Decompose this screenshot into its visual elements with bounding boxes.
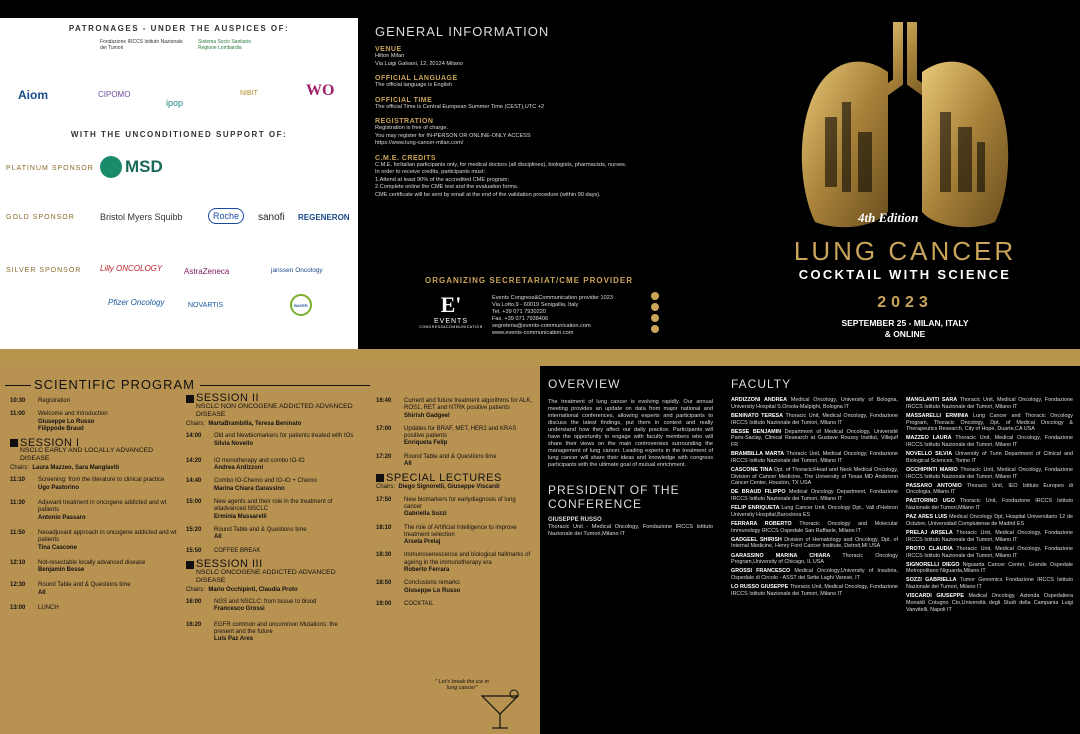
faculty-entry: GADGEEL SHIRISH Division of Hematology and Oncology, Dpt. of Internal Medicine, Henry Ford Cancer Institute, Detroit,MI USA xyxy=(731,536,899,550)
cme-line: 2.Complete online the CME test and the evaluation forms. xyxy=(375,184,519,190)
faculty-entry: PASTORINO UGO Thoracic Unit, Fondazione IRCCS Istituto Nazionale dei Tumori,Milano IT xyxy=(906,498,1073,512)
novartis-logo: NOVARTIS xyxy=(188,302,224,309)
session-3-heading: SESSION III xyxy=(186,561,356,569)
session-1-chairs: Chairs: Laura Mazzeo, Sara Manglaviti xyxy=(10,465,120,472)
program-title: SCIENTIFIC PROGRAM xyxy=(34,377,196,392)
twitter-icon[interactable] xyxy=(651,314,659,322)
program-row: 18:10 The role of Artificial Intelligence to improve treatment selection Arsela Prelaj xyxy=(376,524,517,546)
faculty-entry: FERRARA ROBERTO Thoracic Oncology and Molecular Immunology IRCCS Ospedale San Raffaele, Milano IT xyxy=(731,520,898,534)
venue-line: Via Luigi Galvani, 12, 20124 Milano xyxy=(375,60,463,67)
program-row: 15:20 Round Table and & Questions time All xyxy=(186,526,307,541)
program-row: 12:10 Not-resectable locally advanced disease Benjamin Besse xyxy=(10,559,146,574)
msd-icon xyxy=(100,156,122,178)
ipop-logo: ipop xyxy=(166,98,184,108)
organizer-title: ORGANIZING SECRETARIAT/CME PROVIDER xyxy=(425,276,634,285)
regeneron-logo: REGENERON xyxy=(298,213,350,222)
events-logo: E' EVENTS CONGRESS&COMMUNICATION xyxy=(419,292,483,329)
organizer-email[interactable]: segreteria@events-communication.com xyxy=(492,323,591,329)
faculty-entry: ARDIZZONI ANDREA Medical Oncology, University of Bologna, University Hospital S.Orsola-Malpighi, Bologna IT xyxy=(731,397,898,410)
program-row: 11:00 Welcome and Introduction Giuseppe Lo Russo Filippode Braud xyxy=(10,411,108,432)
time-heading: OFFICIAL TIME xyxy=(375,96,433,104)
facebook-icon[interactable] xyxy=(651,292,659,300)
organizer-info: Events Congress&Communication provider 1023 Via Lotto,9 - 60019 Senigallia, Italy Tel. +39 071 7930220 Fax. +39 071 7938406 segreteria@events-communication.com www.events-communication.com xyxy=(492,295,613,336)
program-row: 17:20 Round Table and & Questions time All xyxy=(376,453,497,468)
faculty-entry: FELIP ENRIQUETA Lung Cancer Unit, Oncology Dpt., Vall d'Hebron University Hospital,Barcelona ES xyxy=(731,505,898,518)
program-row: 12:30 Round Table and & Questions time All xyxy=(10,582,131,596)
faculty-entry: PROTO CLAUDIA Thoracic Unit, Medical Oncology, Fondazione IRCCS Istituto Nazionale dei Tumori, Milano IT xyxy=(906,545,1073,559)
program-row: 16:20 EGFR common and uncommon Mutations: the present and the future Luis Paz Ares xyxy=(186,621,338,643)
language-heading: OFFICIAL LANGUAGE xyxy=(375,75,458,82)
patronages-panel xyxy=(0,18,358,349)
faculty-column-2 xyxy=(906,397,1073,616)
roche-logo: Roche xyxy=(208,208,244,224)
program-column-3 xyxy=(376,398,534,614)
lombardia-logo: Sistema Socio Sanitario Regione Lombardia xyxy=(198,39,252,51)
support-heading: WITH THE UNCONDITIONED SUPPORT OF: xyxy=(70,130,288,139)
special-lectures-chairs: Chairs: Diego Signorelli, Giuseppe Viscardi xyxy=(376,484,500,491)
cme-line: C.M.E. forItalian participants only, for medical doctors (all disciplines), biologists, pharmacists, nurses. xyxy=(375,161,627,168)
program-row: 16:00 NGS and NSCLC: from tissue to blood Francesco Grossi xyxy=(186,599,317,613)
program-row: 19:00 COCKTAIL xyxy=(376,600,434,607)
organizer-website[interactable]: www.events-communication.com xyxy=(492,330,574,336)
program-row: 14:20 IO monotherapy and combo IO-IO Andrea Ardizzoni xyxy=(186,457,305,472)
bullet-icon xyxy=(376,474,384,482)
session-2-chairs: Chairs: MartaBrambilla, Teresa Beninato xyxy=(186,421,302,427)
time-text: The official Time is Central European Summer Time (CEST),UTC +2 xyxy=(375,103,545,110)
aiom-logo: Aiom xyxy=(18,88,48,102)
faculty-entry: DE BRAUD FILIPPO Medical Oncology Department, Fondazione IRCCS Istituto Nazionale dei Tumori, Milano IT xyxy=(731,489,898,503)
cme-heading: C.M.E. CREDITS xyxy=(375,154,437,162)
overview-title: OVERVIEW xyxy=(548,377,621,391)
faculty-column-1 xyxy=(731,397,898,616)
faculty-entry: OCCHIPINTI MARIO Thoracic Unit, Medical Oncology, Fondazione IRCCS Istituto Nazionale dei Tumori, Milano IT xyxy=(906,466,1073,480)
session-2-subtitle: NSCLC NON ONCOGENE ADDICTED ADVANCED DISEASE xyxy=(196,403,353,418)
event-date: SEPTEMBER 25 - MILAN, ITALY & ONLINE xyxy=(841,318,969,339)
program-row: 11:30 Adjuvant treatment in oncogene addicted and wt patients Antonio Passaro xyxy=(10,500,167,521)
wo-logo: WO xyxy=(306,82,335,99)
president-title: PRESIDENT OF THE CONFERENCE xyxy=(548,483,680,511)
program-row: 18:30 Immunosenescence and biological hallmarks of ageing in the immunotherapy era Roberto Ferrara xyxy=(376,552,531,574)
faculty-section xyxy=(731,377,1073,616)
general-info-title: GENERAL INFORMATION xyxy=(375,24,550,39)
cme-line: CME certificate will be sent by email at the end of the validation procedure (within 90 days). xyxy=(375,191,601,198)
venue-heading: VENUE xyxy=(375,46,402,53)
cme-line: 1.Attend at least 90% of the accredited CME program; xyxy=(375,176,510,183)
msd-logo: MSD xyxy=(100,156,163,178)
linkedin-icon[interactable] xyxy=(651,325,659,333)
event-year: 2023 xyxy=(877,294,933,311)
registration-link[interactable]: https://www.lung-cancer-milan.com/ xyxy=(375,140,464,146)
bullet-icon xyxy=(10,439,18,447)
int-logo: Fondazione IRCCS Istituto Nazionale dei Tumori xyxy=(100,39,183,51)
sanofi-logo: sanofi xyxy=(258,212,285,223)
divider xyxy=(5,385,31,386)
bayer-logo: BAYER xyxy=(290,294,312,316)
president-affiliation: Thoracic Unit - Medical Oncology, Fondazione IRCCS Istituto Nazionale dei Tumori,Milano IT xyxy=(548,524,713,537)
registration-line: You may register for IN-PERSON OR ONLINE-ONLY ACCESS xyxy=(375,132,531,139)
session-2-heading: SESSION II xyxy=(186,395,356,403)
faculty-entry: GROSSI FRANCESCO Medical Oncology,University of Insubria, Ospedale di Circolo - ASST dei Sette Laghi Varese, IT xyxy=(731,568,898,582)
patronages-heading: PATRONAGES - UNDER THE AUSPICES OF: xyxy=(68,24,290,33)
language-text: The official language is English xyxy=(375,82,453,88)
faculty-entry: PAZ ARES LUIS Medical Oncology Dpt, Hospital Universitario 12 de Octubre, Universidad Complutense de Madrid ES xyxy=(906,514,1074,527)
program-column-2 xyxy=(186,393,356,650)
event-subtitle: COCKTAIL WITH SCIENCE xyxy=(798,267,1012,282)
faculty-entry: NOVELLO SILVIA University of Turin Department of Clinical and Biological Sciences, Torino IT xyxy=(906,451,1073,464)
divider-strip xyxy=(0,349,1080,366)
faculty-entry: LO RUSSO GIUSEPPE Thoracic Unit, Medical Oncology, Fondazione IRCCS Istituto Nazionale dei Tumori, Milano IT xyxy=(731,584,898,597)
pfizer-logo: Pfizer Oncology xyxy=(108,298,165,307)
faculty-entry: BESSE BENJAMIN Department of Medical Oncology, Université Paris-Saclay, Clinical Research at Gustave Roussy Institut, Villejuif FR xyxy=(731,428,899,448)
instagram-icon[interactable] xyxy=(651,303,659,311)
faculty-entry: BENINATO TERESA Thoracic Unit, Medical Oncology, Fondazione IRCCS Istituto Nazionale dei Tumori, Milano IT xyxy=(731,412,898,426)
program-row: 17:50 New biomarkers for earlydiagnosis of lung cancer Gabriella Sozzi xyxy=(376,496,516,518)
program-row: 11:50 Neoadjuvant approach in oncogene addicted and wt patients Tina Cascone xyxy=(10,529,177,551)
program-row: 17:00 Updates for BRAF, MET, HER2 and KRAS positive patients Enriqueta Felip xyxy=(376,425,517,447)
faculty-entry: MANGLAVITI SARA Thoracic Unit, Medical Oncology, Fondazione IRCCS Istituto Nazionale dei Tumori, Milano IT xyxy=(906,397,1073,410)
janssen-logo: janssen Oncology xyxy=(271,267,323,274)
faculty-entry: PASSARO ANTONIO Thoracic Unit, IEO Istituto Europeo di Oncologia, Milano IT xyxy=(906,482,1073,496)
cme-line: In order to receive credits, participants must: xyxy=(375,169,486,175)
divider xyxy=(200,385,370,386)
program-row: 14:40 Combo IO-Chemo and IO-IO + Chemo Marina Chiara Garassino xyxy=(186,478,317,492)
registration-line: Registration is free of charge. xyxy=(375,125,449,131)
program-row: 16:40 Current and future treatment algorithms for ALK, ROS1, RET and NTRK positive patients Shirish Gadgeel xyxy=(376,398,533,419)
faculty-title: FACULTY xyxy=(731,377,792,391)
session-3-chairs: Chairs: Mario Occhipinti, Claudia Proto xyxy=(186,586,298,593)
program-row: 18:50 Conclusions remarks Giuseppe Lo Russo xyxy=(376,580,461,594)
faculty-entry: SOZZI GABRIELLA Tumor Genomics Fondazione IRCCS Istituto Nazionale dei Tumori, Milano IT xyxy=(906,577,1073,591)
program-row: 15:00 New agents and their role in the treatment of wtadvanced NSCLC Erminia Massarelli xyxy=(186,499,333,520)
cocktail-note: " Let's break the ice in lung cancer" xyxy=(435,679,489,691)
program-row: 11:10 Screening: from the literature to clinical practice Ugo Pastorino xyxy=(10,477,165,491)
bullet-icon xyxy=(186,561,194,569)
silver-label: SILVER SPONSOR xyxy=(6,267,82,274)
program-row: 15:50 COFFEE BREAK xyxy=(186,547,261,554)
special-lectures-heading: SPECIAL LECTURES xyxy=(376,474,534,482)
session-1-heading: SESSION I xyxy=(10,439,180,447)
general-info xyxy=(375,24,695,199)
faculty-entry: MAZZEO LAURA Thoracic Unit, Medical Oncology, Fondazione IRCCS Istituto Nazionale dei Tumori, Milano IT xyxy=(906,435,1073,448)
astrazeneca-logo: AstraZeneca xyxy=(184,267,230,276)
bms-logo: Bristol Myers Squibb xyxy=(100,212,183,222)
faculty-entry: GARASSINO MARINA CHIARA Thoracic Oncology Program,University of Chicago, IL USA xyxy=(731,552,898,566)
gold-label: GOLD SPONSOR xyxy=(6,214,75,221)
program-row: 13:00 LUNCH xyxy=(10,605,59,612)
president-name: GIUSEPPE RUSSO xyxy=(548,517,602,523)
program-column-1 xyxy=(10,398,180,618)
program-row: 10:30 Registration xyxy=(10,398,71,404)
registration-heading: REGISTRATION xyxy=(375,118,434,125)
faculty-entry: SIGNORELLI DIEGO Niguarda Cancer Center, Grande Ospedale Metropolitano Niguarda,Milano IT xyxy=(906,561,1073,575)
social-links xyxy=(651,292,659,333)
nibit-logo: NIBIT xyxy=(240,90,258,97)
cipomo-logo: CIPOMO xyxy=(98,90,131,99)
faculty-entry: PRELAJ ARSELA Thoracic Unit, Medical Oncology, Fondazione IRCCS Istituto Nazionale dei Tumori, Milano IT xyxy=(906,530,1073,543)
lungs-illustration xyxy=(770,22,1040,234)
faculty-entry: BRAMBILLA MARTA Thoracic Unit, Medical Oncology, Fondazione IRCCS Istituto Nazionale dei Tumori, Milano IT xyxy=(731,451,898,464)
faculty-entry: MASSARELLI ERMINIA Lung Cancer and Thoracic Oncology Program, Thoracic Oncology, Dpt. of Medical Oncology & Therapeutics Research, City of Hope, Duarte,CA USA xyxy=(906,412,1074,433)
session-1-subtitle: NSCLC EARLY AND LOCALLY ADVANCED DISEASE xyxy=(20,447,154,463)
bullet-icon xyxy=(186,395,194,403)
faculty-entry: CASCONE TINA Dpt. of Thoracic/Head and Neck Medical Oncology, Division of Cancer Medicine, The University of Texas MD Anderson Cancer Center, Houston, TX USA xyxy=(731,466,899,487)
overview-text: The treatment of lung cancer is evolving rapidly. Our annual meeting provides an update on data from major national and international conferences, allowing experts and participants to discuss the latest findings, put them in context and really understand how they affect our daily practice. Participants will have the opportunity to engage with faculty members who will share their views on the main controversies surrounding the management of lung cancer. Leading experts in the treatment of lung cancer will share their ideas and knowledge with congress participants with the ultimate goal of mutual enrichment. xyxy=(548,399,713,468)
edition-label: 4th Edition xyxy=(858,210,919,225)
overview-section xyxy=(548,377,713,538)
lilly-logo: Lilly ONCOLOGY xyxy=(100,264,163,273)
platinum-label: PLATINUM SPONSOR xyxy=(6,165,94,172)
event-title: LUNG CANCER xyxy=(793,236,1017,266)
faculty-entry: VISCARDI GIUSEPPE Medical Oncology, Azienda Ospedaliera Monaldi Cotugno Cto,Università degli Studi della Campania Luigi Vanvitelli, Napoli IT xyxy=(906,593,1073,613)
session-3-subtitle: NSCLC ONCOGENE ADDICTED ADVANCED DISEASE xyxy=(196,568,336,584)
venue-line: Hilton Milan xyxy=(375,53,405,59)
program-row: 14:00 Old and Newbiomarkers for patients treated with IOs Silvia Novello xyxy=(186,433,354,447)
